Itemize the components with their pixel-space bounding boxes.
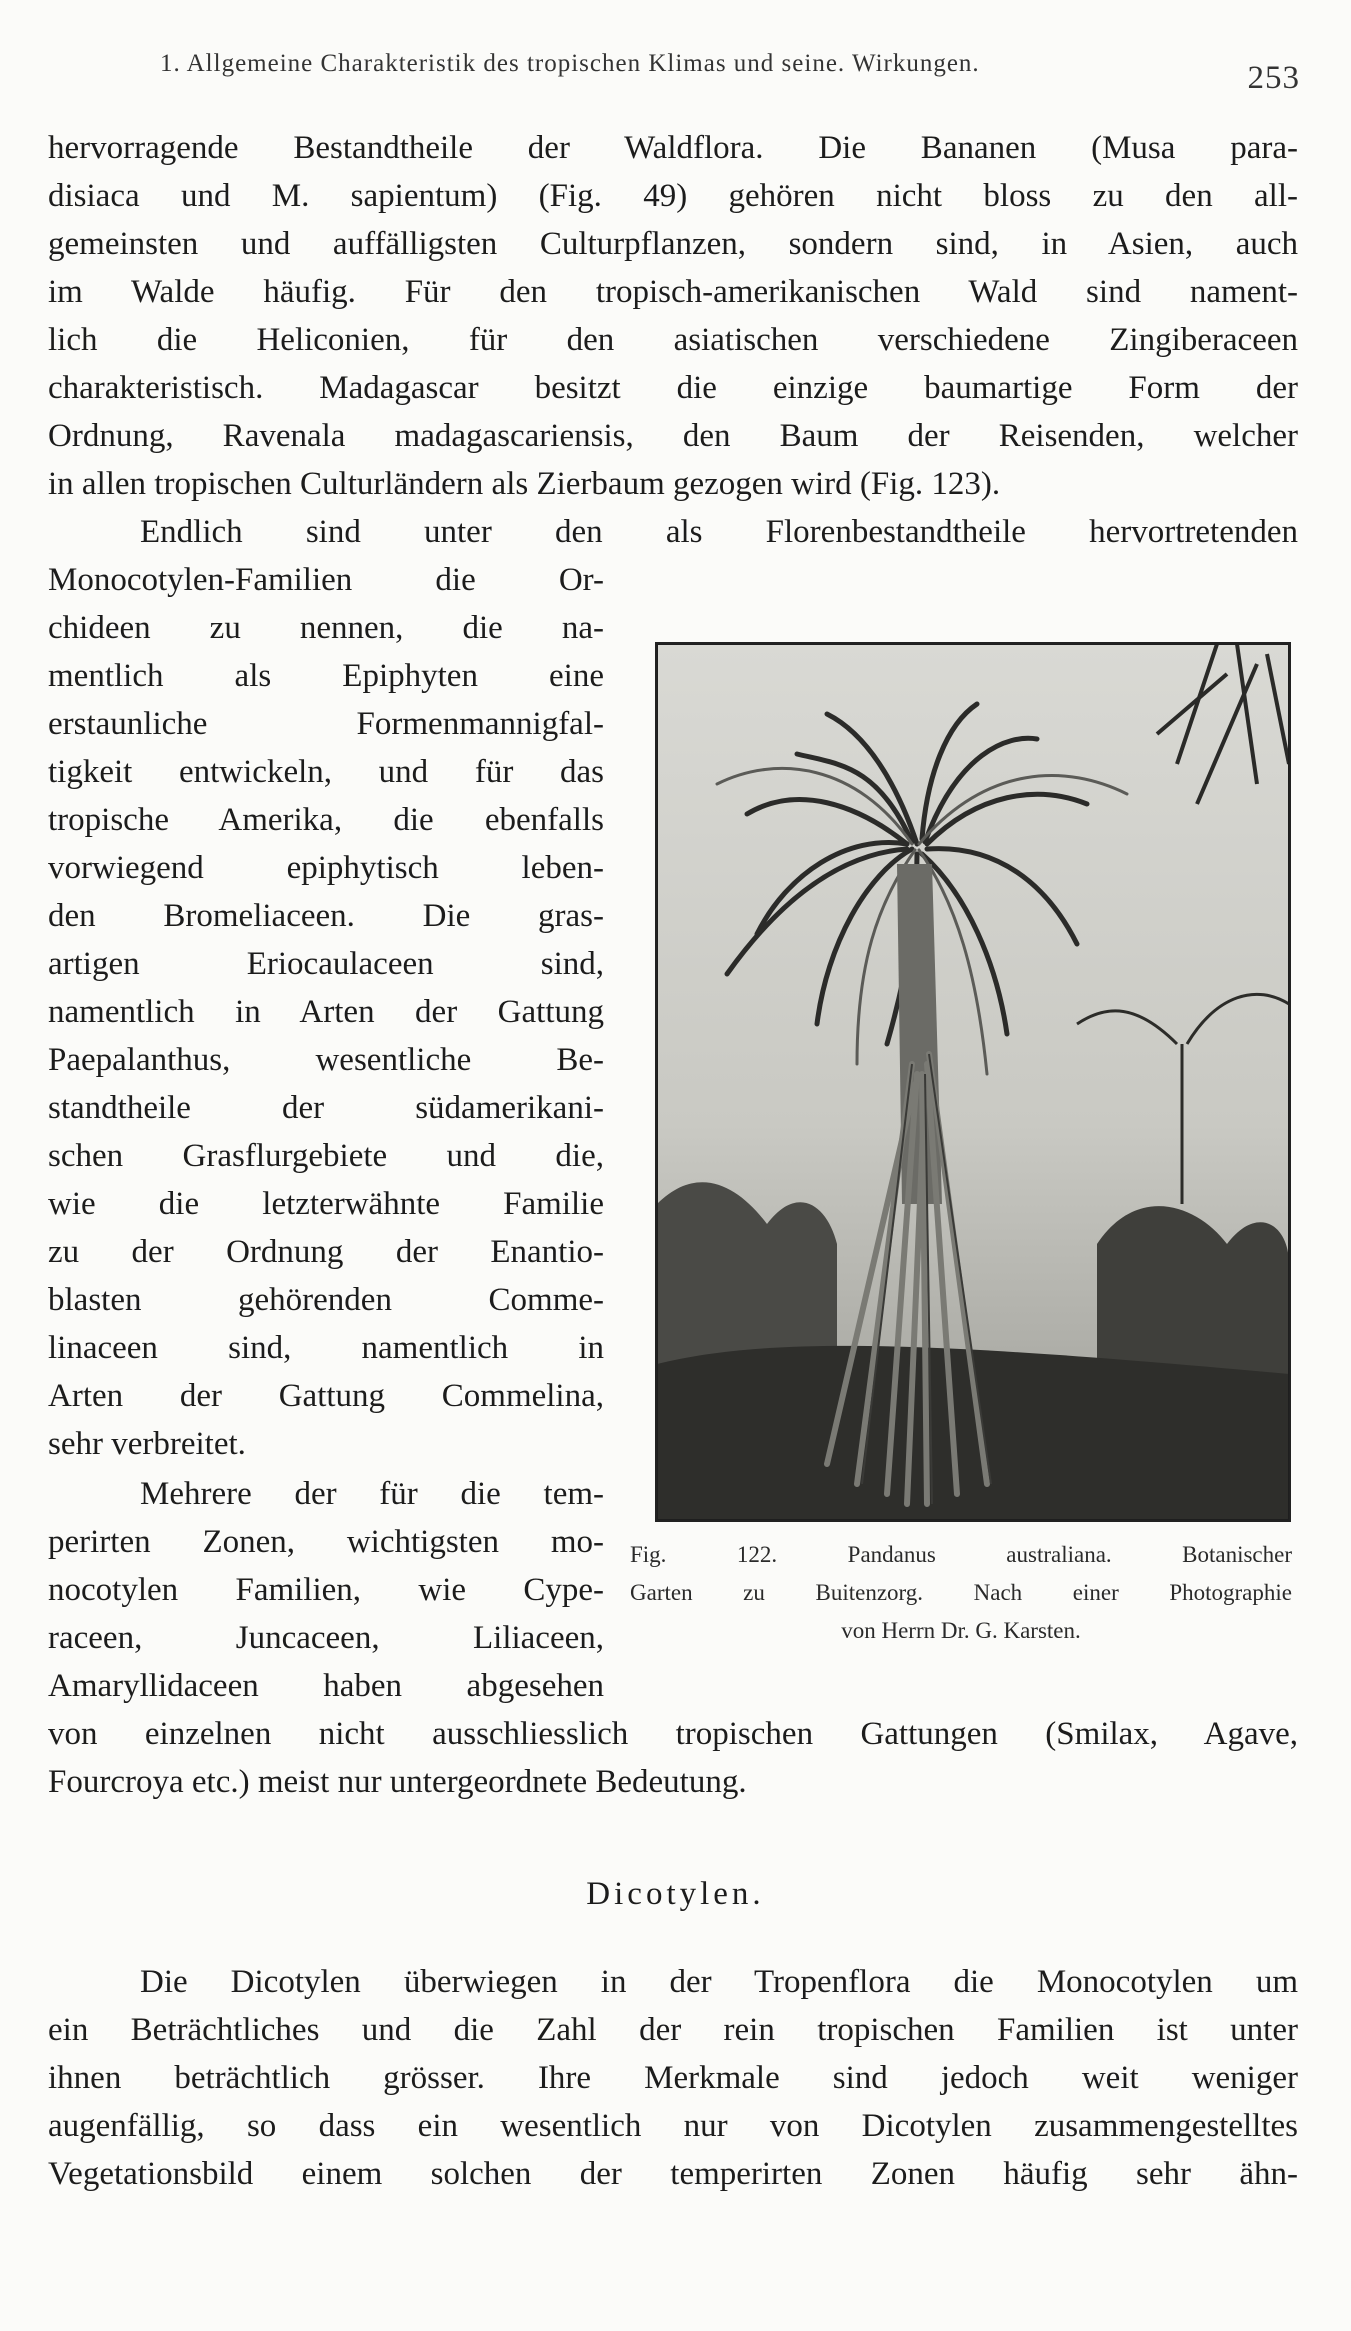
- text-line: disiaca und M. sapientum) (Fig. 49) gehören nicht bloss zu den all-: [48, 178, 1298, 214]
- section-heading: Dicotylen.: [586, 1876, 765, 1912]
- text-line: artigen Eriocaulaceen sind,: [48, 946, 604, 982]
- text-line: namentlich in Arten der Gattung: [48, 994, 604, 1030]
- running-header: [160, 42, 1300, 96]
- figure-caption: [630, 1536, 1292, 1650]
- text-line: Endlich sind unter den als Florenbestandtheile hervortretenden: [140, 514, 1298, 550]
- text-line: im Walde häufig. Für den tropisch-amerikanischen Wald sind nament-: [48, 274, 1298, 310]
- text-line: Amaryllidaceen haben abgesehen: [48, 1668, 604, 1704]
- text-line: Ordnung, Ravenala madagascariensis, den Baum der Reisenden, welcher: [48, 418, 1298, 454]
- text-line: augenfällig, so dass ein wesentlich nur von Dicotylen zusammengestelltes: [48, 2108, 1298, 2144]
- page-number: 253: [1247, 60, 1300, 96]
- text-line: tigkeit entwickeln, und für das: [48, 754, 604, 790]
- paragraph-dicotyledons: [48, 1958, 1298, 2198]
- pandanus-photo-illustration: [657, 644, 1289, 1520]
- text-line: sehr verbreitet.: [48, 1426, 246, 1462]
- text-line: chideen zu nennen, die na-: [48, 610, 604, 646]
- text-line: Arten der Gattung Commelina,: [48, 1378, 604, 1414]
- text-line: Mehrere der für die tem-: [140, 1476, 604, 1512]
- text-line: vorwiegend epiphytisch leben-: [48, 850, 604, 886]
- text-line: tropische Amerika, die ebenfalls: [48, 802, 604, 838]
- caption-line: Fig. 122. Pandanus australiana. Botanischer: [630, 1542, 1292, 1567]
- text-line: hervorragende Bestandtheile der Waldflora. Die Bananen (Musa para-: [48, 130, 1298, 166]
- text-line: wie die letzterwähnte Familie: [48, 1186, 604, 1222]
- text-line: standtheile der südamerikani-: [48, 1090, 604, 1126]
- text-line: lich die Heliconien, für den asiatischen verschiedene Zingiberaceen: [48, 322, 1298, 358]
- text-line: zu der Ordnung der Enantio-: [48, 1234, 604, 1270]
- text-line: ihnen beträchtlich grösser. Ihre Merkmale sind jedoch weit weniger: [48, 2060, 1298, 2096]
- pandanus-photograph: [655, 642, 1291, 1522]
- text-line: raceen, Juncaceen, Liliaceen,: [48, 1620, 604, 1656]
- text-line: perirten Zonen, wichtigsten mo-: [48, 1524, 604, 1560]
- text-line: Monocotylen-Familien die Or-: [48, 562, 604, 598]
- paragraph-monocot-forest: [48, 124, 1298, 508]
- text-line: von einzelnen nicht ausschliesslich tropischen Gattungen (Smilax, Agave,: [48, 1716, 1298, 1752]
- text-line: Die Dicotylen überwiegen in der Tropenflora die Monocotylen um: [140, 1964, 1298, 2000]
- text-line: den Bromeliaceen. Die gras-: [48, 898, 604, 934]
- text-line: linaceen sind, namentlich in: [48, 1330, 604, 1366]
- caption-line: Garten zu Buitenzorg. Nach einer Photographie: [630, 1580, 1292, 1605]
- text-line: Vegetationsbild einem solchen der temperirten Zonen häufig sehr ähn-: [48, 2156, 1298, 2192]
- caption-line: von Herrn Dr. G. Karsten.: [841, 1618, 1081, 1643]
- text-line: gemeinsten und auffälligsten Culturpflanzen, sondern sind, in Asien, auch: [48, 226, 1298, 262]
- text-line: Paepalanthus, wesentliche Be-: [48, 1042, 604, 1078]
- text-line: mentlich als Epiphyten eine: [48, 658, 604, 694]
- text-line: schen Grasflurgebiete und die,: [48, 1138, 604, 1174]
- running-title: 1. Allgemeine Charakteristik des tropischen Klimas und seine. Wirkungen.: [160, 50, 980, 77]
- text-line: nocotylen Familien, wie Cype-: [48, 1572, 604, 1608]
- text-line: erstaunliche Formenmannigfal-: [48, 706, 604, 742]
- text-line: blasten gehörenden Comme-: [48, 1282, 604, 1318]
- text-line: ein Beträchtliches und die Zahl der rein tropischen Familien ist unter: [48, 2012, 1298, 2048]
- text-line: Fourcroya etc.) meist nur untergeordnete Bedeutung.: [48, 1764, 747, 1800]
- text-line: charakteristisch. Madagascar besitzt die einzige baumartige Form der: [48, 370, 1298, 406]
- text-line: in allen tropischen Culturländern als Zierbaum gezogen wird (Fig. 123).: [48, 466, 1001, 502]
